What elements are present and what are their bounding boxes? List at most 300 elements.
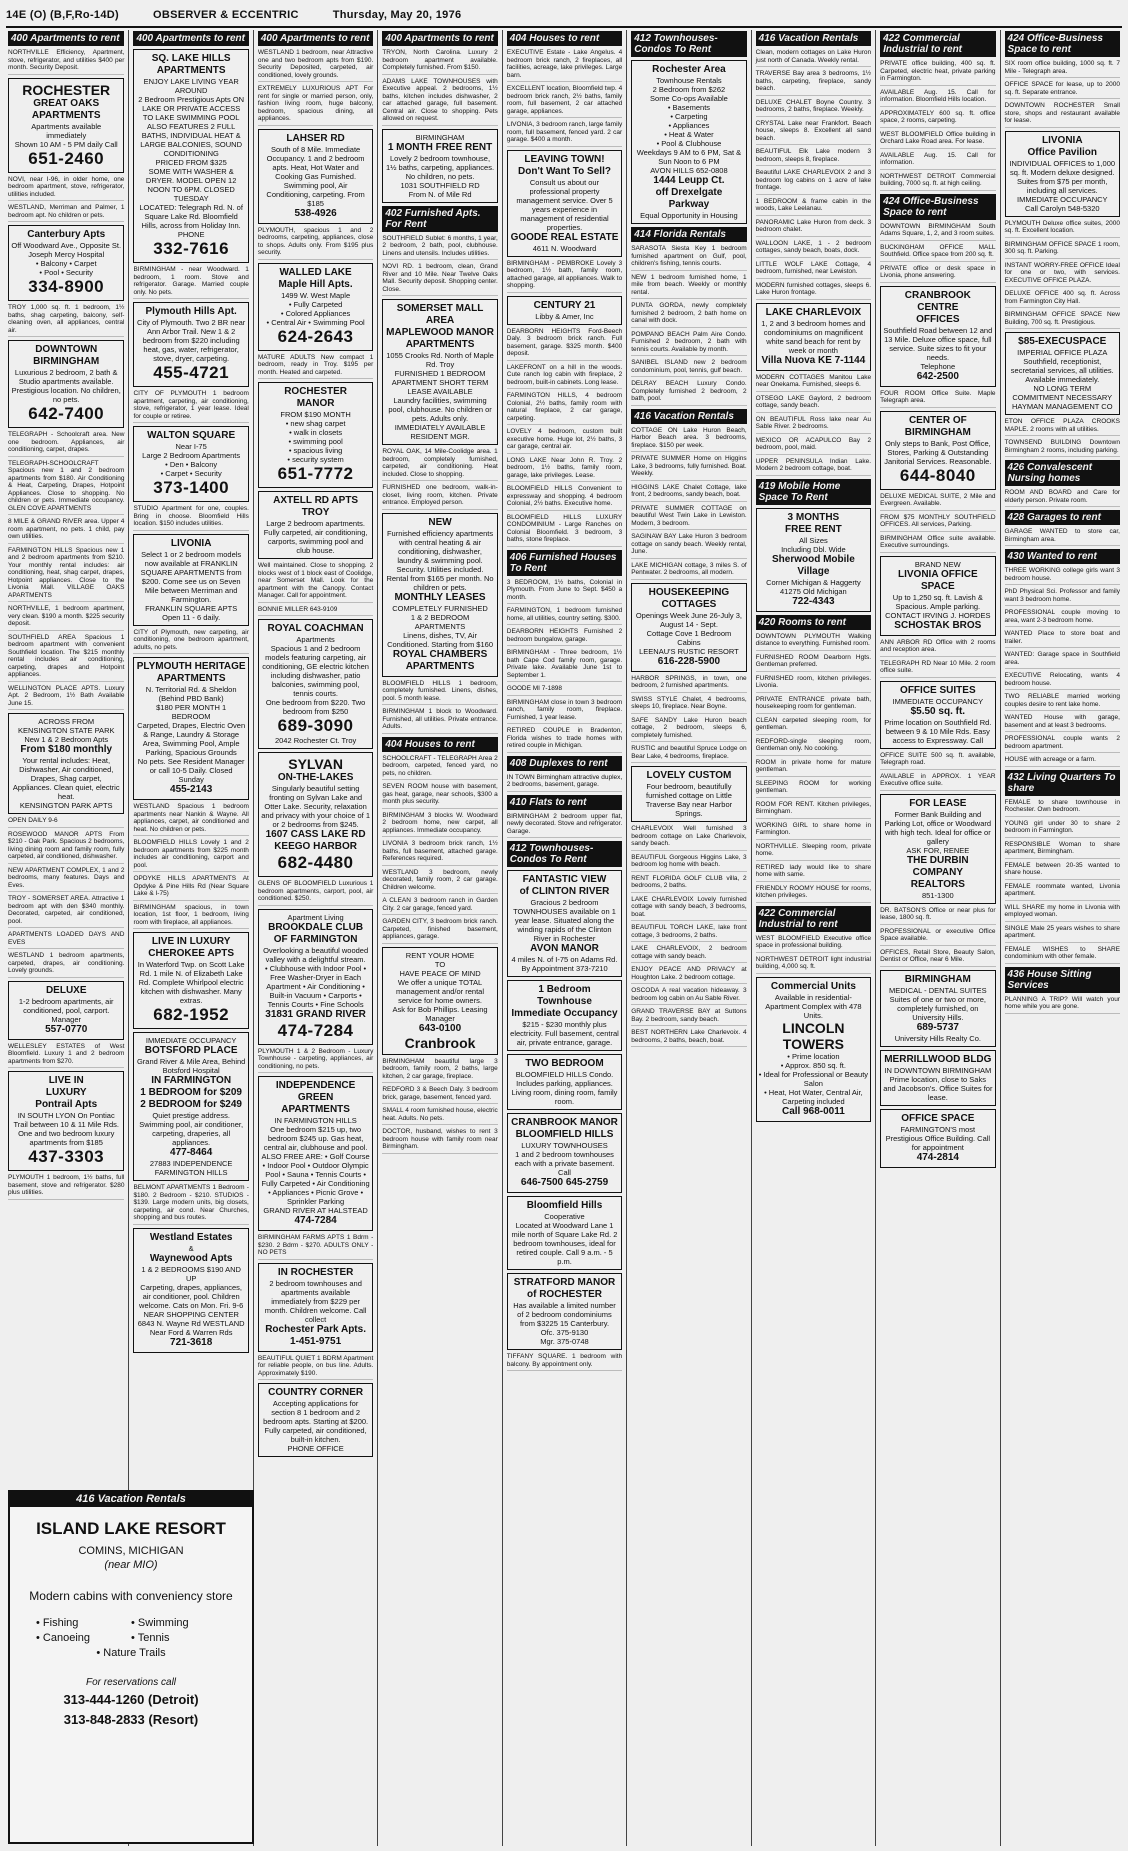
display-ad-line: $5.50 sq. ft. [910,705,966,717]
classified-ad: FARMINGTON HILLS Spacious new 1 and 2 bedroom apartments from $210. Your monthly rental includes: air conditioning, heat, shag carpet, drapes, Hotpoint appliances. Close to the Livonia Mall. VILLAGE OAKS APARTMENTS [8,547,124,603]
display-ad-line: 2042 Rochester Ct. Troy [274,736,357,745]
classified-ad: PLYMOUTH, spacious 1 and 2 bedrooms, carpeting, appliances, close to shops. Adults only. From $195 plus security. [258,227,373,260]
classified-ad: PRIVATE SUMMER Home on Higgins Lake, 3 bedrooms, fully furnished. Boat. Weekly. [631,455,746,481]
display-ad-line: COMPLETELY FURNISHED [392,603,488,613]
page-number: 14E (O) (B,F,Ro-14D) [6,9,119,21]
classified-ad: POMPANO BEACH Palm Aire Condo. Furnished 2 bedroom, 2 bath with tennis courts. Available by month. [631,331,746,357]
section-header: 402 Furnished Apts. For Rent [382,206,497,232]
classified-ad: BEST NORTHERN Lake Charlevoix. 4 bedrooms, 2 baths, beach, boat. [631,1029,746,1047]
display-ad [258,752,373,877]
display-ad-line: 624-2643 [277,326,354,346]
display-ad-line: APARTMENTS [405,339,475,350]
classified-ad: EXCELLENT location, Bloomfield twp. 4 bedroom brick ranch, 2½ baths, family room, full basement, 2 car attached garage, appliances. [507,85,622,118]
classified-ad: ROSEWOOD MANOR APTS From $210 - Oak Park. Spacious 2 bedrooms, living dining room and family room, fully carpeted, air conditioned, dishwasher. [8,831,124,864]
classified-ad: TWO RELIABLE married working couples desire to rent lake home. [1005,693,1120,711]
classified-ad: SCHOOLCRAFT - TELEGRAPH Area 2 bedroom, carpeted, fenced yard, no pets, no children. [382,755,497,781]
display-ad-line: We offer a unique TOTAL management and/or rental service for home owners. [396,977,485,1005]
classified-ad: BEAUTIFUL Elk Lake modern 3 bedroom, sleeps 8, fireplace. [756,148,871,166]
display-ad-line: GREEN [297,1092,334,1103]
display-ad-line: 642-2500 [916,370,959,382]
classified-ad: SINGLE Male 25 years wishes to share apartment. [1005,925,1120,943]
display-ad-line: Near I-75 [175,442,207,451]
display-ad-line: DOWNTOWN [35,344,98,355]
classified-ad: PANORAMIC Lake Huron from deck. 3 bedroom chalet. [756,219,871,237]
display-ad-line: Overlooking a beautiful wooded valley with a delightful stream. [263,945,369,964]
display-ad [880,556,995,636]
display-ad-line: Gracious 2 bedroom TOWNHOUSES available on 1 year lease. Situated along the winding rapids of the Clinton River in Rochester [513,898,616,943]
section-header: 406 Furnished Houses To Rent [507,550,622,576]
display-ad-line: Large 2 Bedroom Apartments [142,451,241,460]
display-ad-line: 644-8040 [899,465,976,485]
classified-ad: GOODE MI 7-1898 [507,685,622,696]
classified-ad: BLOOMFIELD HILLS Lovely 1 and 2 bedroom apartments from $225 month includes air conditioning, carport and pool. [133,839,248,872]
display-ad-line: KEEGO HARBOR [274,841,357,852]
classified-ad: TROY - SOMERSET AREA. Attractive 1 bedroom apt with den $340 monthly. Decorated, carpeted, air conditioned, pool. [8,895,124,928]
display-ad-line: 1055 Crooks Rd. North of Maple Rd. Troy [386,351,494,369]
display-ad-line: BIRMINGHAM [904,973,971,985]
display-ad-line: IMMEDIATE OCCUPANCY [145,1036,237,1045]
display-ad [507,150,622,257]
display-ad-line: CENTRE [917,301,959,313]
display-ad [507,296,622,325]
section-header: 422 Commercial Industrial to rent [880,31,995,57]
display-ad-line: 1-2 bedroom apartments, air conditioned, pool, carport. Manager [18,996,114,1024]
display-ad [631,60,746,224]
classified-ad: EXECUTIVE Relocating, wants 4 bedroom house. [1005,672,1120,690]
display-ad-line: 646-7500 645-2759 [520,1177,609,1188]
display-ad [880,1109,995,1168]
display-ad-line: From $180 monthly [20,744,113,755]
display-ad-line: $180 PER MONTH 1 BEDROOM [156,703,227,721]
display-ad-line: IN ROCHESTER [277,1266,354,1278]
display-ad [507,1054,622,1110]
display-ad [8,981,124,1040]
display-ad-line: NEW [428,516,452,528]
display-ad-line: APARTMENTS [156,673,226,684]
classified-ad: DEARBORN HEIGHTS Ford-Beech Daly. 3 bedroom brick ranch. Full basement, garage. $325 month. $400 deposit. [507,328,622,361]
display-ad-line: 538-4926 [294,207,337,219]
display-ad-line: PRICED FROM $325 [155,158,227,167]
display-ad-line: Large 2 bedroom apartments. Fully carpeted, air conditioning, carports, swimming pool and club house. [263,519,368,555]
display-ad-line: ASK FOR, RENEE [906,845,970,855]
classified-ad: LIVONIA 3 bedroom brick ranch, 1½ baths, full basement, attached garage. References required. [382,840,497,866]
classified-ad: SAFE SANDY Lake Huron beach cottage, 2 bedroom, sleeps 6, completely furnished. [631,717,746,743]
display-ad-line: • Prime location [787,1051,840,1061]
classified-ad: SOUTHFIELD Sublet: 6 months, 1 year, 2 bedroom, 2 bath, pool, clubhouse. Linens and utensils. Includes utilities. [382,235,497,261]
classified-ad: PhD Physical Sci. Professor and family want 3 bedroom home. [1005,588,1120,606]
classified-ad: SOUTHFIELD AREA Spacious 1 bedroom apartment with convenient Southfield location. The $215 monthly rental includes air conditioning, carpeting, drapes and Hotpoint appliances. [8,634,124,682]
display-ad-line: • Heat, Hot Water, Central Air, Carpeting included [764,1087,863,1106]
classified-ad: BIRMINGHAM Office suite available. Executive surroundings. [880,535,995,553]
display-ad-line: HAVE PEACE OF MIND [399,968,481,978]
classified-ad: NORTHVILLE, 1 bedroom apartment, very clean. $190 a month. $225 security deposit. [8,605,124,631]
classified-ad: 8 MILE & GRAND RIVER area. Upper 4 room apartment, no pets. 1 child, pay own utilities. [8,518,124,544]
classified-ad: DELRAY BEACH Luxury Condo. Completely furnished 2 bedroom, 2 bath, pool. [631,380,746,406]
display-ad-line: IN SOUTH LYON On Pontiac Trail between 10 & 11 Mile Rds. One and two bedroom luxury apartments from $185 [13,1111,119,1147]
display-ad-line: Shown 10 AM - 5 PM daily Call [14,139,118,149]
display-ad-line: Linens, dishes, TV, Air Conditioned. Starting from $160 [387,630,493,649]
display-ad-line: IN FARMINGTON HILLS [274,1116,357,1125]
classified-ad: TELEGRAPH - Schoolcraft area. New one bedroom. Appliances, air conditioning, carpet, drapes. [8,431,124,457]
display-ad-line: GREAT OAKS [33,97,100,109]
display-ad-line: APARTMENTS [281,1104,350,1115]
display-ad-line: OF FARMINGTON [273,933,358,945]
classified-ad: APARTMENTS LOADED DAYS AND EVES [8,931,124,949]
masthead [6,4,1122,28]
display-ad-line: Your rental includes: Heat, Dishwasher, Air conditioned, Drapes, Shag carpet, Appliances. Clean quiet, electric heat. [12,756,120,801]
resort-phone-resort: 313-848-2833 (Resort) [63,1712,199,1727]
display-ad-line: CRANBROOK MANOR [511,1117,618,1128]
display-ad [880,411,995,490]
display-ad-line: TROY [301,507,330,518]
classified-ad: BIRMINGHAM FARMS APTS 1 Bdrm - $230. 2 Bdrm - $270. ADULTS ONLY - NO PETS [258,1234,373,1260]
display-ad-line: Telephone [920,361,956,371]
display-ad [507,1196,622,1270]
resort-title: ISLAND LAKE RESORT [36,1519,226,1538]
display-ad-line: One bedroom $215 up, two bedroom $245 up. Gas heat, central air, clubhouse and pool. [263,1125,368,1152]
resort-amenities [36,1617,226,1659]
display-ad-line: • security system [287,455,344,464]
classified-ad: LITTLE WOLF LAKE Cottage, 4 bedroom, furnished, near Lewiston. [756,261,871,279]
display-ad-line: CRANBROOK [904,289,971,301]
classified-ad: REDFORD 3 & Beech Daly. 3 bedroom brick, garage, basement, fenced yard. [382,1086,497,1104]
classified-ad: SWISS STYLE Chalet, 4 bedrooms, sleeps 10, fireplace. Near Boyne. [631,696,746,714]
amenity-item: • Swimming [131,1617,189,1629]
display-ad-line: STRATFORD MANOR [513,1277,616,1288]
classified-ad: PROFESSIONAL couple moving to area, want 2-3 bedroom home. [1005,609,1120,627]
classified-column [377,30,501,1846]
display-ad-line: 1 BEDROOM for $209 [140,1087,242,1098]
classified-ad: BLOOMFIELD HILLS Convenient to expressway and shopping. 4 bedroom Colonial, 2½ baths. Executive home. [507,485,622,511]
resort-location: COMINS, MICHIGAN [78,1545,184,1557]
classified-ad: CHARLEVOIX Well furnished 3 bedroom cottage on Lake Charlevoix, sandy beach. [631,825,746,851]
display-ad-line: LIVONIA [1041,134,1083,146]
display-ad [507,870,622,977]
classified-ad: WESTLAND 3 bedroom, newly decorated, family room, 2 car garage. Children welcome. [382,869,497,895]
classified-ad: RETIRED lady would like to share home with same. [756,864,871,882]
display-ad-line: PHONE OFFICE [287,1444,344,1453]
display-ad-line: ENJOY LAKE LIVING YEAR AROUND [143,77,239,95]
classified-ad: ETON OFFICE PLAZA CROOKS MAPLE. 2 rooms with all utilities. [1005,418,1120,436]
display-ad-line: SYLVAN [288,756,343,772]
classified-ad: DR. BATSON'S Office or near plus for lease, 1800 sq. ft. [880,907,995,925]
section-header: 400 Apartments to rent [258,31,373,46]
display-ad-line: TWO BEDROOM [525,1058,604,1069]
display-ad-line: $215 - $230 monthly plus electricity. Full basement, central air, private entrance, garage. [510,1020,619,1047]
display-ad-line: • Carpeting [670,112,708,121]
display-ad-line: By Appointment 373-7210 [521,964,608,973]
classified-ad: PRIVATE ENTRANCE private bath, housekeeping room for gentleman. [756,696,871,714]
display-ad-line: Laundry facilities, swimming pool, clubhouse. No children or pets. Adults only. [388,396,492,423]
classified-ad: CITY OF PLYMOUTH 1 bedroom apartment, carpeting, air conditioning, stove, refrigerator, 1 year lease. Ideal for couple or retiree. [133,390,248,423]
display-ad-line: FRANKLIN SQUARE APTS [145,603,238,613]
classified-ad: BIRMINGHAM close in town 3 bedroom ranch, family room, fireplace. Furnished, 1 year lease. [507,699,622,725]
display-ad-line: Maple Hill Apts. [278,278,353,290]
display-ad [133,657,248,800]
display-ad-line: Apartment Living [287,912,344,922]
display-ad-line: • walk in closets [289,428,343,437]
classified-ad: NEW APARTMENT COMPLEX, 1 and 2 bedrooms, many features. Days and Eves. [8,867,124,893]
classified-ad: BEAUTIFUL QUIET 1 BDRM Apartment for reliable people, on bus line. Adults. Approximately $190. [258,1355,373,1381]
section-header: 408 Duplexes to rent [507,756,622,771]
display-ad-line: Libby & Amer, Inc [535,311,594,321]
display-ad-line: • new shag carpet [285,419,346,428]
display-ad-line: Plymouth Hills Apt. [145,306,237,317]
display-ad-line: • Balcony • Carpet [35,259,97,268]
display-ad-line: ROCHESTER [284,386,347,397]
classified-ad: FEMALE between 20-35 wanted to share house. [1005,862,1120,880]
classified-ad: BIRMINGHAM OFFICE SPACE New Building, 700 sq. ft. Prestigious. [1005,311,1120,329]
section-header: 404 Houses to rent [507,31,622,46]
display-ad-line: • Pool • Security [39,268,94,277]
section-header: 430 Wanted to rent [1005,549,1120,564]
display-ad-line: Up to 1,250 sq. ft. Lavish & Spacious. Ample parking. [892,592,983,611]
display-ad [382,299,497,445]
classified-ad: MATURE ADULTS New compact 1 bedroom, ready in Troy. $195 per month. Heated and carpeted. [258,354,373,380]
classified-ad: CITY of Plymouth, new carpeting, air conditioning, one bedroom apartment, adults, no pets. [133,629,248,655]
display-ad-line: NEAR SHOPPING CENTER 6843 N. Wayne Rd WESTLAND [137,1309,245,1328]
display-ad-line: LUXURY TOWNHOUSES [521,1141,608,1150]
display-ad-line: Rochester Area [652,64,726,75]
display-ad-line: LIVE IN LUXURY [151,936,231,947]
display-ad-line: ROCHESTER [22,81,111,98]
display-ad [8,1071,124,1171]
display-ad [880,1050,995,1106]
classified-ad: LONG LAKE Near John R. Troy. 2 bedroom, 1½ baths, family room, garage, lake privileges. Lease. [507,457,622,483]
classified-ad: CRYSTAL Lake near Frankfort. Beach house, sleeps 8. Excellent all sand beach. [756,120,871,146]
classified-ad: APPROXIMATELY 600 sq. ft. office space, 2 rooms, carpeting. [880,110,995,128]
classified-ad: LAKE CHARLEVOIX Lovely furnished cottage with sandy beach, 3 bedrooms, boat. [631,896,746,922]
amenity-item: • Canoeing [36,1632,91,1644]
display-ad-line: Immediate Occupancy [511,1008,618,1019]
display-ad-line: LAKE CHARLEVOIX [765,306,862,318]
classified-ad: DELUXE OFFICE 400 sq. ft. Across from Farmington City Hall. [1005,290,1120,308]
display-ad-line: Call Carolyn 548-5320 [1024,203,1100,213]
classified-ad: YOUNG girl under 30 to share 2 bedroom in Farmington. [1005,820,1120,838]
display-ad-line: of ROCHESTER [526,1289,602,1300]
display-ad-line: THE DURBIN COMPANY [906,854,969,878]
display-ad-line: No pets. See Resident Manager or call 10-5 Daily. Closed Sunday [137,757,245,784]
display-ad [258,1263,373,1352]
classified-ad: TELEGRAPH-SCHOOLCRAFT Spacious new 1 and 2 bedroom apartments from $180. Air Conditioning & Heat, Carpeting, Drapes, Hotpoint Appliances. Close to shopping. No children or pets. Immediate occupancy. GLEN COVE APARTMENTS [8,460,124,516]
classified-ad: OFFICE SPACE for lease, up to 2000 sq. ft. Separate entrance. [1005,81,1120,99]
display-ad-line: Village [797,565,830,577]
classified-ad: LAKE MICHIGAN cottage, 3 miles S. of Pentwater. 2 bedrooms, all modern. [631,562,746,580]
classified-ad: NOVI, near I-96, in older home, one bedroom apartment, stove, refrigerator, utilities included. [8,176,124,202]
classified-ad: WANTED House with garage, basement and at least 3 bedrooms. [1005,714,1120,732]
display-ad-line: Select 1 or 2 bedroom models now available at FRANKLIN SQUARE APARTMENTS from $200. Come see us on Seven Mile between Merriman and Farmington. [140,549,242,604]
classified-ad: UPPER PENINSULA Indian Lake. Modern 2 bedroom cottage, boat. [756,458,871,476]
classified-ad: TRYON, North Carolina. Luxury 2 bedroom apartment available. Completely furnished. From $150. [382,49,497,75]
display-ad-line: AVON MANOR [530,943,599,954]
classified-column [1000,30,1124,1846]
section-header: 416 Vacation Rentals [756,31,871,46]
display-ad-line: 557-0770 [45,1023,88,1035]
section-header: 400 Apartments to rent [8,31,124,46]
display-ad [133,932,248,1029]
display-ad [382,947,497,1055]
display-ad-line: • swimming pool [288,437,343,446]
display-ad-line: Furnished efficiency apartments with central heating & air conditioning, dishwasher, laundry & swimming pool. Security. Utilities included. [386,528,494,574]
classified-ad: MODERN COTTAGES Manitou Lake near Onekama. Furnished, sleeps 6. [756,374,871,392]
display-ad-line: SQ. LAKE HILLS [151,53,231,64]
display-ad-line: OFFICE SPACE [901,1112,975,1124]
classified-ad: TOWNSEND BUILDING Downtown Birmingham 2 rooms, including parking. [1005,439,1120,457]
classified-ad: BIRMINGHAM 1 block to Woodward. Furnished, all utilities. Private entrance. Adults. [382,708,497,734]
display-ad [133,1032,248,1181]
display-ad-line: 1031 SOUTHFIELD RD [400,180,480,190]
display-ad [133,1228,248,1353]
display-ad-line: Ofc. 375-9130 [540,1328,589,1337]
display-ad-line: APARTMENTS [31,109,101,121]
classified-ad: GRAND TRAVERSE BAY at Suttons Bay. 2 bedroom, sandy beach. [631,1008,746,1026]
display-ad-line: Prime location on Southfield Rd. between 9 & 10 Mile Rds. Easy access to Expressway. Call [884,717,992,745]
display-ad-line: SOME WITH WASHER & DRYER. MODEL OPEN 12 NOON TO 6PM. CLOSED TUESDAY [145,167,237,203]
classified-ad: PUNTA GORDA, newly completely furnished 2 bedroom, 2 bath home on canal with dock. [631,302,746,328]
display-ad [258,491,373,559]
display-ad-line: One bedroom from $220. Two bedroom from $250 [265,698,366,716]
classified-ad: CLEAN carpeted sleeping room, for gentleman. [756,717,871,735]
classified-ad: REDFORD-single sleeping room, Gentleman only. No cooking. [756,738,871,756]
classified-ad: SEVEN ROOM house with basement, gas heat, garage, near schools, $300 a month plus security. [382,783,497,809]
display-ad-line: CENTER OF [908,414,967,426]
classified-ad: TIFFANY SQUARE. 1 bedroom with balcony. By appointment only. [507,1353,622,1371]
classified-column [875,30,999,1846]
classified-ad: FROM $75 MONTHLY SOUTHFIELD OFFICES. All services, Parking. [880,514,995,532]
display-ad-line: GRAND RIVER AT HALSTEAD [263,1206,368,1215]
issue-date: Thursday, May 20, 1976 [332,9,462,21]
display-ad-line: 373-1400 [153,478,230,497]
display-ad-line: LUXURY [45,1087,87,1098]
classified-ad: OPEN DAILY 9-6 [8,817,124,828]
display-ad-line: 1, 2 and 3 bedroom homes and condominiums on magnificent white sand beach for rent by week or month [761,318,866,355]
display-ad-line: OFFICES [916,313,960,325]
classified-ad: GLENS OF BLOOMFIELD Luxurious 1 bedroom apartments, carport, pool, air conditioned. $250. [258,880,373,906]
classified-ad: NORTHVILLE Efficiency, Apartment, stove, refrigerator, and utilities $400 per month. Security Deposit. [8,49,124,75]
classified-ad: AVAILABLE in APPROX. 1 YEAR Executive office suite. [880,773,995,791]
display-ad-line: N. Territorial Rd. & Sheldon (Behind PBD Bank) [145,685,237,703]
classified-ad: OSCODA A real vacation hideaway. 3 bedroom log cabin on Au Sable River. [631,987,746,1005]
display-ad-line: Spacious 1 and 2 bedroom models featuring carpeting, air conditioning, GE electric kitchen including dishwasher, patio balconies, swimming pool, tennis courts. [262,644,369,698]
classified-ad: WANTED Place to store boat and trailer. [1005,630,1120,648]
classified-ad: PROFESSIONAL or executive Office Space available. [880,928,995,946]
classified-ad: SLEEPING ROOM for working gentleman. [756,780,871,798]
classified-ad: TROY 1,000 sq. ft. 1 bedroom, 1½ baths, shag carpeting, balcony, self-cleaning oven, all appliances, central air. [8,304,124,337]
display-ad-line: 689-5737 [916,1021,959,1033]
display-ad-line: • Colored Appliances [280,308,351,318]
display-ad [756,303,871,371]
display-ad-line: Luxurious 2 bedroom, 2 bath & Studio apartments available. Prestigious location. No children, no pets. [11,368,121,404]
classified-column [751,30,875,1846]
classified-ad: WORKING GIRL to share home in Farmington. [756,822,871,840]
display-ad-line: LAHSER RD [286,132,345,144]
display-ad [258,382,373,488]
classified-column [502,30,626,1846]
classified-column [4,30,128,1480]
display-ad-line: CENTURY 21 [533,299,596,311]
classified-ad: OFFICES, Retail Store, Beauty Salon, Dentist or Office, near 6 Mile. [880,949,995,967]
classified-ad: ROOM in private home for mature gentleman. [756,759,871,777]
display-ad-line: FROM $190 MONTH [280,410,351,419]
classified-ad: MEXICO OR ACAPULCO Bay 2 bedroom, pool, maid. [756,437,871,455]
classified-ad: Clean, modern cottages on Lake Huron just north of Canada. Weekly rental. [756,49,871,67]
display-ad-line: 689-3090 [277,716,354,735]
display-ad-line: 1 & 2 BEDROOM APARTMENTS [410,612,470,631]
display-ad-line: Don't Want To Sell? [518,165,611,177]
classified-ad: NORTHWEST DETROIT Commercial building, 7000 sq. ft. at high ceiling. [880,173,995,191]
display-ad-line: FURNISHED 1 BEDROOM APARTMENT SHORT TERM LEASE AVAILABLE [391,369,489,396]
classified-ad: NORTHVILLE. Sleeping room, private home. [756,843,871,861]
display-ad-line: 1444 Leupp Ct. [653,175,725,186]
display-ad [507,980,622,1051]
display-ad-line: 1499 W. West Maple [281,290,351,300]
classified-ad: SAGINAW BAY Lake Huron 3 bedroom cottage on sandy beach. Weekly rental, June. [631,533,746,559]
classified-ad: RESPONSIBLE Woman to share apartment, Birmingham. [1005,841,1120,859]
classified-ad: BUCKINGHAM OFFICE MALL Southfield. Office space from 200 sq. ft. [880,244,995,262]
display-ad-line: • Den • Balcony [165,460,218,469]
display-ad-line: • spacious living [288,446,343,455]
amenity-item: • Tennis [131,1632,170,1644]
resort-tagline: Modern cabins with conveniency store [29,1589,233,1603]
classified-ad: ON BEAUTIFUL Ross lake near Au Sable River. 2 bedrooms. [756,416,871,434]
section-header: 412 Townhouses-Condos To Rent [507,841,622,867]
display-ad [507,1113,622,1193]
display-ad-line: Carpeted, Drapes, Electric Oven & Range, Laundry & Storage Area, Swimming Pool, Ample Parking, Spacious Grounds [137,721,246,757]
display-ad-line: • Ideal for Professional or Beauty Salon [758,1069,869,1088]
display-ad-line: IMMEDIATELY AVAILABLE RESIDENT MGR. [394,423,486,441]
classified-ad: BLOOMFIELD HILLS 1 bedroom, completely furnished. Linens, dishes, pool. 5 month lease. [382,680,497,706]
classified-ad: BLOOMFIELD HILLS LUXURY CONDOMINIUM - Large Ranches on Colonial Bloomfield. 3 bedroom, 3 baths, stone fireplace. [507,514,622,547]
display-ad [507,1273,622,1350]
display-ad-line: Located at Woodward Lane 1 mile north of Square Lake Rd. 2 bedroom townhouses, ideal for retired couple. Call 9 a.m. - 5 p.m. [511,1221,618,1266]
classified-ad: BIRMINGHAM - Three bedroom, 1½ bath Cape Cod family room, garage. Private lake. Available June 1st to September 1. [507,649,622,682]
display-ad-line: Quiet prestige address. Swimming pool, air conditioner, carpeting, draperies, all appliances. [139,1111,244,1147]
display-ad-line: Available in residential-Apartment Complex with 478 Units. [765,992,862,1020]
display-ad-line: Open 11 - 6 daily. [162,612,221,622]
classified-ad: LAKE CHARLEVOIX, 2 bedroom cottage with sandy beach. [631,945,746,963]
classified-ad: FRIENDLY ROOMY HOUSE for rooms, kitchen privileges. [756,885,871,903]
classified-ad: FURNISHED one bedroom, walk-in-closet, living room, kitchen. Private entrance. Employed person. [382,484,497,510]
classified-ad: DOWNTOWN ROCHESTER Small store, shops and restaurant available for lease. [1005,102,1120,128]
classified-ad: Well maintained. Close to shopping. 2 blocks west of 1 block east of Coolidge, near Somerset Mall. Look for the apartment with the Canopy. Contact Manager. Call for appointment. [258,562,373,603]
classified-ad: AVAILABLE Aug. 15. Call for information. [880,152,995,170]
classified-ad: RUSTIC and beautiful Spruce Lodge on Bear Lake, 4 bedrooms, fireplace. [631,745,746,763]
display-ad-line: 455-2143 [170,784,213,795]
display-ad-line: Accepting applications for section 8 1 bedroom and 2 bedroom apts. Starting at $200. Fully carpeted, air conditioned, built-in kitchen. [263,1399,369,1444]
display-ad-line: 3 MONTHS [787,511,840,523]
classified-ad: PRIVATE SUMMER COTTAGE on beautiful West Twin Lake in Lewiston. Modern, 3 bedroom. [631,505,746,531]
display-ad [631,766,746,822]
display-ad-line: 721-3618 [170,1336,213,1348]
amenity-item: • Nature Trails [96,1647,166,1659]
classified-ad: HOUSE with acreage or a farm. [1005,756,1120,767]
display-ad-line: Weekdays 9 AM to 6 PM, Sat & Sun Noon to 6 PM [636,148,742,166]
classified-ad: THREE WORKING college girls want 3 bedroom house. [1005,567,1120,585]
display-ad-line: 41275 Old Michigan [780,586,847,596]
display-ad-line: KENSINGTON PARK APTS [19,801,113,810]
display-ad-line: LOCATED: Telegraph Rd. N. of Square Lake Rd. Bloomfield Hills, across from Holiday Inn. PHONE [139,203,243,239]
classified-ad: BIRMINGHAM - near Woodward. 1 bedroom, 1 room. Stove and refrigerator. Garage. Married couple only. No pets. [133,266,248,299]
display-ad-line: 1 Bedroom Townhouse [537,984,592,1007]
classified-ad: ANN ARBOR RD Office with 2 rooms and reception area. [880,639,995,657]
display-ad-line: LINCOLN [782,1019,845,1036]
classified-ad: ADAMS LAKE TOWNHOUSES with Executive appeal. 2 bedrooms, 1½ baths, kitchen includes dishwasher, 2 car attached garage, full basement. Central air. Close to shopping. Pets allowed on request. [382,78,497,126]
amenity-item: • Fishing [36,1617,79,1629]
display-ad-line: APARTMENTS [405,660,475,672]
classified-ad: PRIVATE office or desk space in Livonia, phone answering. [880,265,995,283]
display-ad-line: • Appliances [668,121,710,130]
display-ad [258,263,373,351]
